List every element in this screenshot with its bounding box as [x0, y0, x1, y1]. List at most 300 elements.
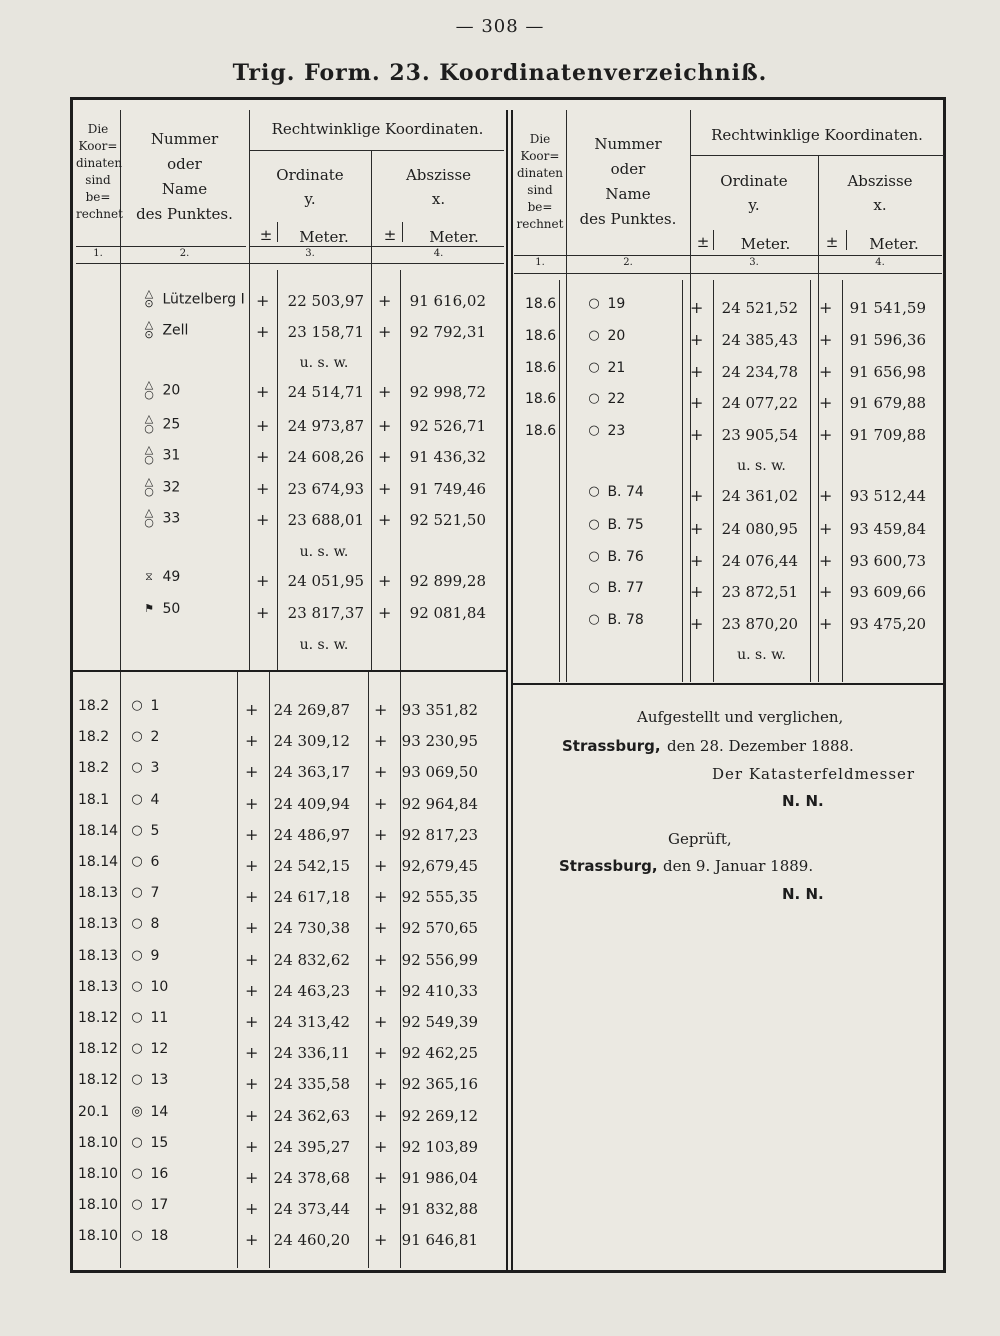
plus-sign: + [374, 887, 388, 907]
point-name-text: 31 [162, 447, 181, 464]
abscisse-value: 93 069,50 [401, 763, 478, 782]
reference-value: 18.14 [78, 822, 119, 839]
footer-place-2: Strassburg, [559, 857, 658, 875]
point-name-text: 17 [150, 1197, 169, 1214]
plus-sign: + [245, 731, 259, 751]
plus-sign: + [690, 425, 704, 444]
plus-sign: + [690, 486, 704, 505]
abscisse-value: 92 081,84 [409, 604, 486, 622]
ordinate-value: 24 336,11 [273, 1044, 350, 1063]
point-name-text: 14 [150, 1103, 169, 1120]
abscisse-value: 91 616,02 [409, 292, 486, 310]
point-name-text: 2 [150, 729, 160, 746]
ordinate-value: 24 395,27 [273, 1137, 350, 1156]
point-name [128, 885, 159, 901]
point-name-text: Lützelberg I [162, 291, 245, 308]
plus-sign: + [374, 700, 388, 719]
circle-icon: ○ [588, 484, 600, 499]
reference-value: 18.2 [78, 729, 110, 746]
ordinate-value: 24 313,42 [273, 1013, 350, 1031]
circle-icon: ○ [131, 916, 143, 932]
col2-header-line: Nummer [594, 135, 662, 153]
ordinate-value: 24 051,95 [287, 572, 364, 590]
rule-vertical [818, 155, 819, 682]
point-name-text: 20 [162, 382, 181, 399]
plus-sign: + [374, 980, 388, 1000]
point-name [128, 1228, 168, 1244]
rule-vertical [237, 672, 238, 1268]
plus-sign: + [374, 1012, 388, 1031]
col2-header-line: Name [605, 185, 651, 203]
circle-icon: ○ [131, 854, 143, 869]
column-number: 2. [623, 257, 633, 268]
ordinate-value: 24 077,22 [721, 394, 798, 412]
point-name-text: 6 [150, 854, 160, 870]
rule-horizontal [514, 273, 942, 274]
abscisse-value: 93 600,73 [849, 552, 926, 570]
abscisse-value: 92 998,72 [409, 383, 486, 401]
plus-sign: + [378, 382, 392, 401]
abscisse-value: 92 269,12 [401, 1106, 478, 1125]
col2-header-line: oder [610, 160, 646, 178]
point-name [140, 508, 180, 529]
point-name [585, 391, 625, 407]
circle-icon: ○ [588, 296, 600, 311]
point-name [128, 823, 159, 839]
footer-surveyor-title: Der Katasterfeldmesser [712, 765, 916, 783]
flag-icon: ⚑ [144, 602, 154, 615]
coordinates-group-header: Rechtwinklige Koordinaten. [271, 120, 484, 138]
abscisse-value: 91 679,88 [849, 394, 926, 412]
ordinate-value: 24 608,26 [287, 448, 364, 466]
circle-icon: ○ [131, 1072, 143, 1088]
circle-icon: ○ [131, 885, 143, 901]
plus-sign: + [374, 1074, 388, 1094]
reference-value: 18.6 [525, 391, 557, 407]
footer-date-2: den 9. Januar 1889. [663, 857, 814, 875]
col1-header-line: sind [527, 183, 553, 197]
point-name-text: 8 [150, 916, 160, 933]
col2-header-line: oder [167, 155, 202, 173]
ordinate-value: 23 872,51 [721, 583, 798, 601]
reference-value: 18.12 [78, 1041, 119, 1058]
point-name-text: B. 76 [607, 549, 644, 565]
plus-sign: + [690, 393, 704, 412]
column-number: 1. [93, 248, 103, 259]
ordinate-value: 24 363,17 [273, 763, 350, 782]
coordinates-group-header: Rechtwinklige Koordinaten. [711, 126, 923, 144]
point-name-text: Zell [162, 322, 189, 339]
point-name-text: 3 [150, 760, 160, 777]
reference-value: 18.10 [78, 1197, 119, 1214]
ordinate-value: 24 514,71 [287, 383, 364, 401]
plus-sign: + [378, 571, 392, 590]
plus-sign: + [374, 918, 388, 938]
point-name [585, 517, 644, 533]
plus-sign: + [819, 582, 833, 601]
plus-sign: + [378, 447, 392, 466]
point-name-text: 22 [607, 391, 626, 407]
ordinate-value: 24 463,23 [273, 981, 350, 1000]
point-name-text: 33 [162, 510, 181, 527]
plus-sign: + [378, 479, 392, 498]
plus-sign: + [245, 1105, 259, 1125]
abscisse-value: 92 521,50 [409, 511, 486, 529]
plus-sign: + [378, 291, 392, 310]
point-name-text: 7 [150, 885, 160, 902]
column-number: 3. [305, 248, 315, 259]
plus-sign: + [245, 887, 259, 907]
point-name-text: 23 [607, 423, 626, 439]
plus-sign: + [378, 416, 392, 435]
ordinate-value: 24 309,12 [273, 732, 350, 751]
ordinate-value: 23 817,37 [287, 604, 364, 622]
point-name-text: B. 78 [607, 612, 644, 628]
circle-icon: ○ [131, 698, 143, 713]
point-name-text: 18 [150, 1228, 169, 1245]
abscisse-value: 92 462,25 [401, 1044, 478, 1063]
point-name-text: 19 [607, 296, 626, 312]
point-name [128, 1072, 168, 1088]
plus-sign: + [690, 519, 704, 538]
ordinate-value: 24 361,02 [721, 487, 798, 505]
circle-icon: ○ [131, 791, 143, 807]
abscisse-value: 92 792,31 [409, 323, 486, 341]
point-name-text: B. 77 [607, 580, 644, 596]
point-name [585, 580, 644, 596]
reference-value: 18.12 [78, 1010, 119, 1026]
footer-line-prepared: Aufgestellt und verglichen, [637, 708, 844, 726]
plus-sign: + [374, 1199, 388, 1219]
abscisse-value: 92 526,71 [409, 417, 486, 435]
plus-sign: + [245, 793, 259, 813]
ordinate-value: 24 460,20 [273, 1231, 350, 1250]
ordinate-header: Ordinate [720, 172, 788, 190]
reference-value: 18.2 [78, 760, 110, 777]
abscisse-value: 92 964,84 [401, 794, 478, 813]
plus-minus-header: ± [825, 233, 839, 251]
point-name [140, 601, 180, 617]
ordinate-value: 24 362,63 [273, 1106, 350, 1125]
plus-sign: + [245, 700, 259, 719]
ordinate-value: 24 730,38 [273, 919, 350, 938]
reference-value: 18.6 [525, 328, 557, 344]
circle-icon: ○ [588, 360, 600, 375]
col1-header-line: dinaten [516, 166, 564, 180]
ordinate-value: 24 373,44 [273, 1200, 350, 1219]
point-name [585, 423, 625, 439]
col1-header-line: sind [85, 173, 111, 187]
etc-marker: u. s. w. [299, 544, 349, 560]
plus-sign: + [245, 1136, 259, 1156]
etc-marker: u. s. w. [737, 647, 786, 663]
abscisse-value: 91 832,88 [401, 1200, 478, 1219]
point-name-text: 50 [162, 601, 181, 617]
abscisse-value: 92 555,35 [401, 888, 478, 907]
ordinate-header: y. [748, 196, 760, 214]
plus-sign: + [819, 298, 833, 317]
plus-sign: + [245, 1230, 259, 1250]
circle-icon: ○ [131, 729, 143, 745]
etc-marker: u. s. w. [299, 355, 349, 371]
rule-vertical [120, 672, 121, 1268]
ordinate-value: 24 521,52 [721, 299, 798, 317]
unit-header: Meter. [429, 228, 479, 246]
abscisse-value: 92 549,39 [401, 1013, 478, 1031]
rule-horizontal [76, 263, 504, 264]
circle-icon: ○ [588, 391, 600, 406]
point-name [140, 445, 180, 466]
circle-icon: ○ [131, 1041, 143, 1057]
reference-value: 18.13 [78, 947, 119, 964]
dotted-circle-icon: ◎ [131, 1103, 143, 1119]
abscisse-value: 92 410,33 [401, 981, 478, 1000]
point-name-text: 1 [150, 698, 160, 714]
plus-sign: + [256, 479, 270, 498]
plus-sign: + [256, 416, 270, 435]
reference-value: 18.6 [525, 423, 557, 439]
plus-sign: + [256, 603, 270, 622]
section-divider-right [512, 683, 944, 685]
tri-circle-icon: △ ○ [144, 378, 154, 401]
abscisse-header: x. [431, 190, 446, 208]
ordinate-value: 23 158,71 [287, 323, 364, 341]
footer-line-checked: Geprüft, [668, 830, 732, 848]
point-name [140, 320, 188, 341]
point-name [128, 698, 159, 714]
footer-signature-1: N. N. [782, 792, 824, 810]
circle-icon: ○ [131, 978, 143, 994]
plus-sign: + [690, 582, 704, 601]
column-number: 2. [179, 248, 190, 259]
tri-circle-icon: △ ○ [144, 443, 154, 466]
plus-sign: + [245, 824, 259, 844]
ordinate-value: 24 973,87 [287, 417, 364, 435]
abscisse-value: 92 817,23 [401, 825, 478, 844]
circle-icon: ○ [131, 1166, 143, 1181]
rule-horizontal [249, 150, 504, 151]
ordinate-value: 24 234,78 [721, 363, 798, 381]
abscisse-value: 91 749,46 [409, 480, 486, 498]
hourglass-icon: ⧖ [145, 570, 153, 583]
point-name-text: B. 74 [607, 484, 644, 500]
plus-sign: + [256, 291, 270, 310]
point-name [128, 1041, 168, 1057]
point-name-text: 4 [150, 791, 160, 808]
plus-sign: + [256, 447, 270, 466]
plus-sign: + [245, 762, 259, 782]
tri-dot-icon: △ ⊙ [144, 318, 154, 341]
point-name [585, 612, 644, 628]
point-name-text: 15 [150, 1134, 169, 1151]
abscisse-value: 92,679,45 [401, 857, 478, 875]
col1-header-line: Koor= [520, 149, 560, 163]
circle-icon: ○ [588, 612, 600, 627]
ordinate-value: 24 385,43 [721, 331, 798, 349]
abscisse-header: Abszisse [405, 166, 472, 184]
abscisse-value: 92 365,16 [401, 1075, 478, 1094]
point-name [128, 854, 159, 870]
page-title: Trig. Form. 23. Koordinatenverzeichniß. [232, 60, 768, 86]
col2-header-line: Name [161, 180, 208, 198]
reference-value: 18.10 [78, 1228, 119, 1245]
reference-value: 18.12 [78, 1072, 119, 1089]
plus-sign: + [245, 1168, 259, 1187]
point-name [128, 1166, 168, 1182]
point-name [128, 792, 159, 808]
plus-sign: + [256, 510, 270, 529]
ordinate-value: 23 674,93 [287, 480, 364, 498]
abscisse-header: Abszisse [847, 172, 913, 190]
point-name-text: 12 [150, 1041, 169, 1058]
rule-vertical [810, 280, 811, 682]
reference-value: 18.10 [78, 1166, 119, 1182]
plus-minus-header: ± [259, 226, 273, 244]
reference-value: 18.1 [78, 791, 110, 808]
point-name [128, 948, 159, 964]
point-name [128, 1010, 168, 1026]
ordinate-value: 23 688,01 [287, 511, 364, 529]
reference-value: 20.1 [78, 1103, 110, 1120]
col2-header-line: des Punktes. [579, 210, 677, 228]
rule-horizontal [514, 255, 942, 256]
circle-icon: ○ [588, 580, 600, 595]
point-name [585, 360, 625, 376]
abscisse-value: 92 103,89 [401, 1137, 478, 1156]
center-divider-inner [511, 110, 513, 1270]
ordinate-value: 22 503,97 [287, 292, 364, 310]
plus-sign: + [374, 1168, 388, 1187]
rule-vertical [371, 150, 372, 670]
point-name [585, 328, 625, 344]
circle-icon: ○ [131, 1228, 143, 1244]
col1-header-line: Die [529, 132, 551, 146]
circle-icon: ○ [131, 1197, 143, 1213]
column-number: 4. [875, 257, 885, 268]
tri-dot-icon: △ ⊙ [144, 287, 154, 310]
point-name [585, 484, 644, 500]
rule-vertical [368, 672, 369, 1268]
abscisse-value: 93 230,95 [401, 732, 478, 751]
unit-header: Meter. [869, 235, 919, 253]
footer-place-1: Strassburg, [562, 737, 661, 755]
rule-vertical [559, 280, 560, 682]
ordinate-value: 24 542,15 [273, 857, 350, 875]
abscisse-value: 93 459,84 [849, 520, 926, 538]
ordinate-value: 24 409,94 [273, 794, 350, 813]
circle-icon: ○ [131, 1010, 143, 1025]
circle-icon: ○ [131, 760, 143, 776]
col1-header-line: Koor= [78, 139, 118, 153]
plus-sign: + [374, 1043, 388, 1063]
plus-sign: + [690, 614, 704, 633]
rule-vertical [400, 270, 401, 670]
col2-header-line: des Punktes. [136, 205, 233, 223]
plus-sign: + [245, 1199, 259, 1219]
abscisse-value: 91 436,32 [409, 448, 486, 466]
point-name [140, 477, 180, 498]
point-name-text: 9 [150, 947, 160, 964]
plus-minus-header: ± [383, 226, 397, 244]
abscisse-value: 91 986,04 [401, 1169, 478, 1187]
abscisse-value: 93 475,20 [849, 615, 926, 633]
point-name-text: 13 [150, 1072, 169, 1089]
etc-marker: u. s. w. [737, 458, 786, 474]
section-divider-left [72, 670, 506, 672]
unit-header: Meter. [740, 235, 791, 253]
point-name-text: 11 [150, 1010, 169, 1026]
abscisse-header: x. [873, 196, 887, 214]
point-name-text: B. 75 [607, 517, 644, 533]
plus-sign: + [374, 824, 388, 844]
plus-sign: + [374, 731, 388, 751]
plus-sign: + [819, 362, 833, 381]
plus-sign: + [245, 1043, 259, 1063]
point-name-text: 20 [607, 328, 626, 344]
unit-header: Meter. [299, 228, 349, 246]
circle-icon: ○ [131, 1134, 143, 1150]
etc-marker: u. s. w. [299, 637, 349, 653]
plus-sign: + [690, 551, 704, 570]
ordinate-value: 24 617,18 [273, 888, 350, 907]
ordinate-value: 23 870,20 [721, 615, 798, 633]
rule-vertical [682, 280, 683, 682]
reference-value: 18.2 [78, 698, 110, 714]
point-name-text: 10 [150, 978, 169, 995]
ordinate-value: 24 378,68 [273, 1169, 350, 1187]
plus-sign: + [374, 793, 388, 813]
page-number: — 308 — [455, 16, 545, 37]
reference-value: 18.13 [78, 885, 119, 902]
point-name [140, 380, 180, 401]
abscisse-value: 93 609,66 [849, 583, 926, 601]
abscisse-value: 91 656,98 [849, 363, 926, 381]
plus-minus-header: ± [696, 233, 710, 251]
point-name [585, 296, 625, 312]
plus-sign: + [374, 856, 388, 875]
abscisse-value: 91 646,81 [401, 1231, 478, 1250]
col1-header-line: be= [527, 200, 553, 214]
center-divider [506, 110, 508, 1270]
column-number: 1. [535, 257, 545, 268]
col1-header-line: rechnet [76, 207, 123, 221]
rule-horizontal [690, 155, 944, 156]
plus-sign: + [256, 382, 270, 401]
circle-icon: ○ [588, 423, 600, 438]
ordinate-value: 24 076,44 [721, 552, 798, 570]
plus-sign: + [245, 949, 259, 969]
ordinate-value: 23 905,54 [721, 426, 798, 444]
point-name [128, 979, 168, 995]
point-name-text: 32 [162, 479, 181, 496]
rule-horizontal [76, 246, 246, 247]
point-name [128, 916, 159, 932]
ordinate-value: 24 832,62 [273, 950, 350, 969]
plus-sign: + [819, 393, 833, 412]
plus-sign: + [378, 510, 392, 529]
plus-sign: + [245, 1074, 259, 1094]
abscisse-value: 91 709,88 [849, 426, 926, 444]
col1-header-line: Die [87, 122, 109, 136]
abscisse-value: 93 512,44 [849, 487, 926, 505]
abscisse-value: 91 541,59 [849, 299, 926, 317]
plus-sign: + [245, 856, 259, 875]
reference-value: 18.6 [525, 360, 557, 376]
point-name-text: 5 [150, 822, 160, 839]
plus-sign: + [690, 362, 704, 381]
point-name [128, 1197, 168, 1213]
plus-sign: + [374, 762, 388, 782]
